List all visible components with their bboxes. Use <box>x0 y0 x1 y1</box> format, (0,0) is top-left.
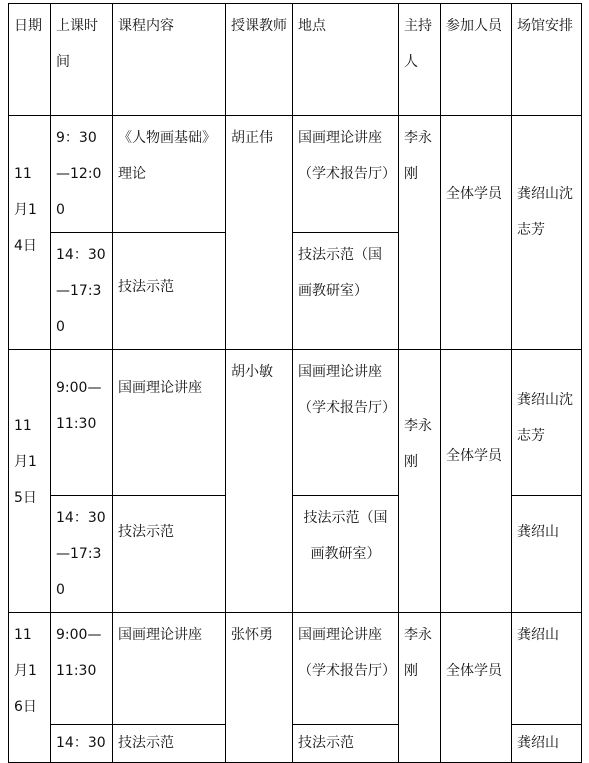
day-date: 11月16日 <box>9 613 51 763</box>
session-course: 技法示范 <box>113 233 226 350</box>
session-location: 国画理论讲座（学术报告厅） <box>293 613 399 725</box>
day-host: 李永刚 <box>399 350 441 613</box>
schedule-table <box>8 3 582 763</box>
session-venue: 龚绍山 <box>512 496 582 613</box>
session-course: 技法示范 <box>113 496 226 613</box>
session-location: 技法示范（国画教研室） <box>293 233 399 350</box>
session-time: 14：30—17:30 <box>51 233 113 350</box>
header-time: 上课时间 <box>51 4 113 116</box>
day-date: 11月15日 <box>9 350 51 613</box>
header-date: 日期 <box>9 4 51 116</box>
session-course: 国画理论讲座 <box>113 613 226 725</box>
day-teacher: 胡正伟 <box>226 116 293 350</box>
header-course: 课程内容 <box>113 4 226 116</box>
session-location: 技法示范 <box>293 725 399 763</box>
session-time: 9:00—11:30 <box>51 613 113 725</box>
day-teacher: 张怀勇 <box>226 613 293 763</box>
session-course: 技法示范 <box>113 725 226 763</box>
session-venue: 龚绍山沈志芳 <box>512 350 582 496</box>
session-time: 9：30—12:00 <box>51 116 113 233</box>
header-teacher: 授课教师 <box>226 4 293 116</box>
header-participants: 参加人员 <box>441 4 512 116</box>
session-location: 国画理论讲座（学术报告厅） <box>293 116 399 233</box>
day-participants: 全体学员 <box>441 350 512 613</box>
day-venue: 龚绍山沈志芳 <box>512 116 582 350</box>
session-time: 14：30—17:30 <box>51 496 113 613</box>
header-location: 地点 <box>293 4 399 116</box>
header-host: 主持人 <box>399 4 441 116</box>
day-host: 李永刚 <box>399 116 441 350</box>
table-row <box>9 613 582 725</box>
day-participants: 全体学员 <box>441 613 512 763</box>
session-venue: 龚绍山 <box>512 725 582 763</box>
day-teacher: 胡小敏 <box>226 350 293 613</box>
day-date: 11月14日 <box>9 116 51 350</box>
day-host: 李永刚 <box>399 613 441 763</box>
session-time: 9:00—11:30 <box>51 350 113 496</box>
day-participants: 全体学员 <box>441 116 512 350</box>
session-course: 国画理论讲座 <box>113 350 226 496</box>
session-location: 国画理论讲座（学术报告厅） <box>293 350 399 496</box>
table-row <box>9 350 582 496</box>
session-location: 技法示范（国画教研室） <box>293 496 399 613</box>
header-row <box>9 4 582 116</box>
session-time: 14：30 <box>51 725 113 763</box>
table-row <box>9 116 582 233</box>
header-venue: 场馆安排 <box>512 4 582 116</box>
session-course: 《人物画基础》理论 <box>113 116 226 233</box>
session-venue: 龚绍山 <box>512 613 582 725</box>
